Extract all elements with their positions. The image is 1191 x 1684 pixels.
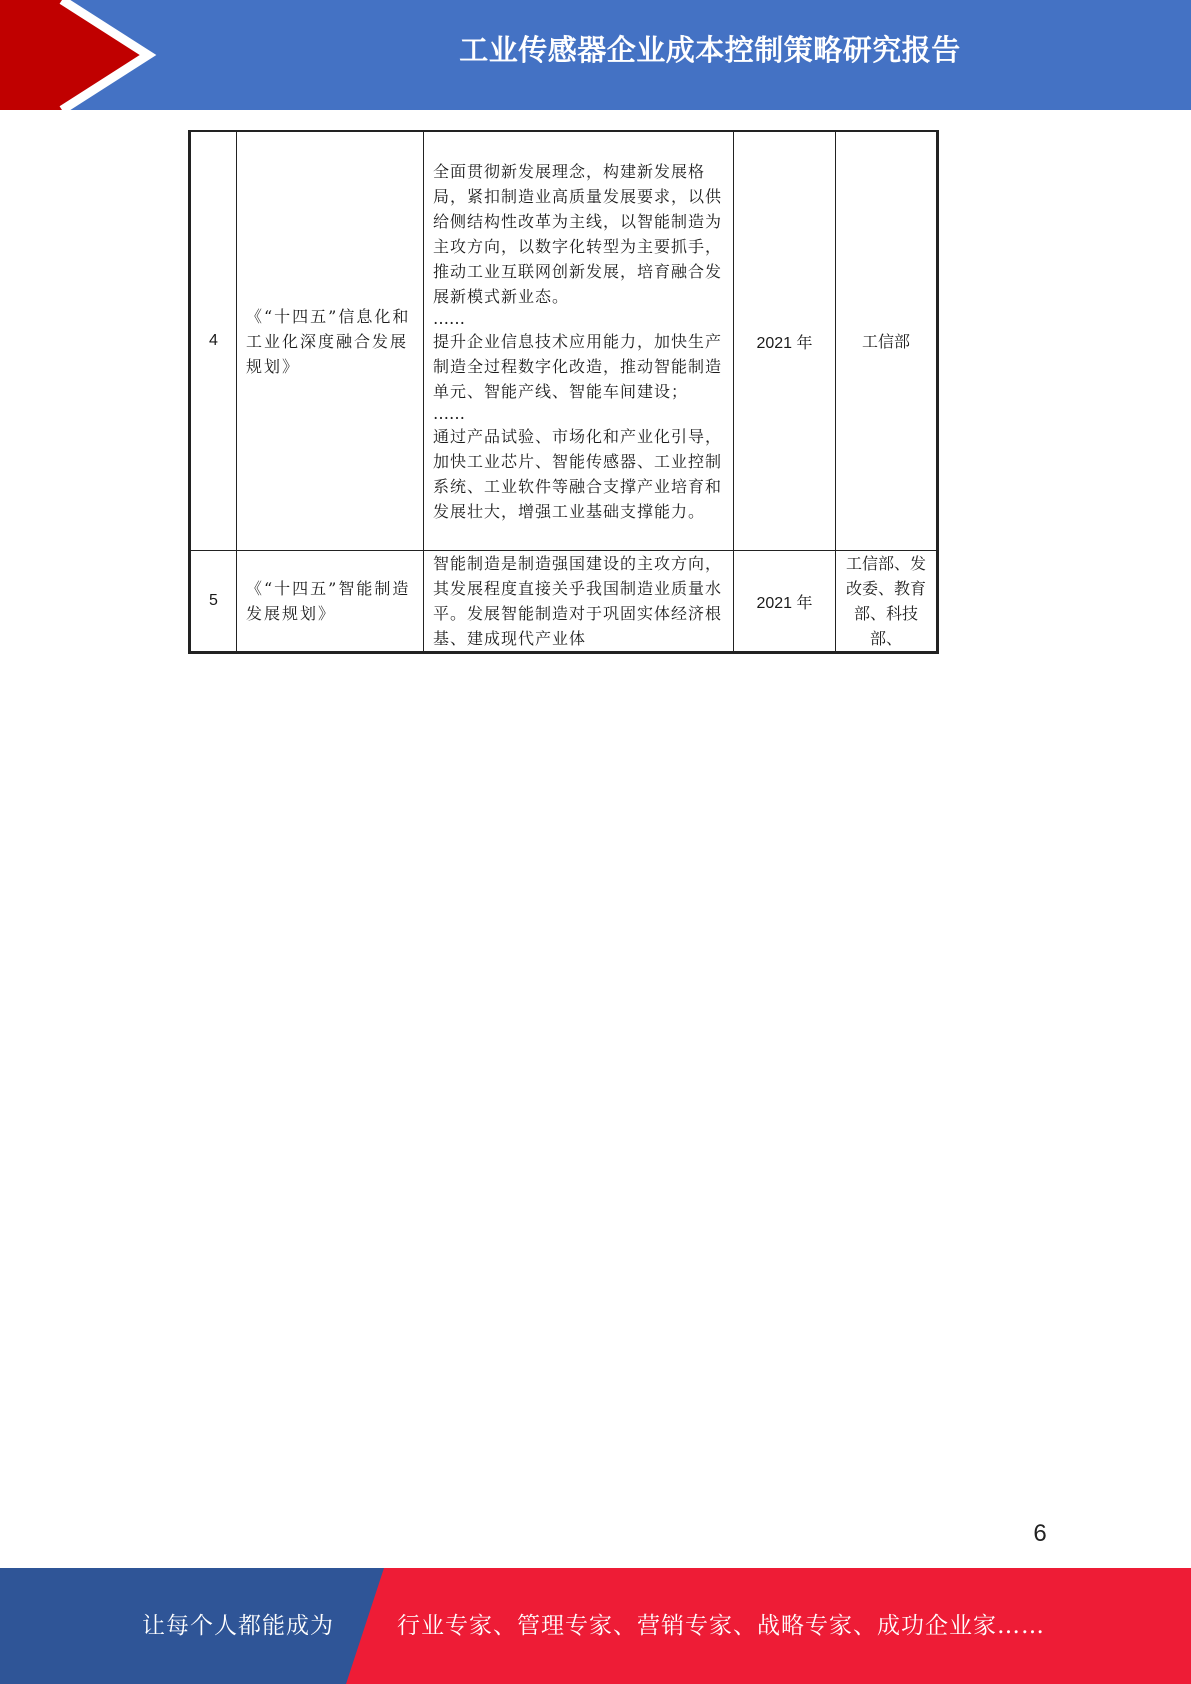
policy-content: 智能制造是制造强国建设的主攻方向，其发展程度直接关乎我国制造业质量水平。发展智能制造对于巩固实体经济根基、建成现代产业体 [424, 551, 734, 653]
page-footer [0, 1568, 1191, 1684]
row-number: 4 [190, 131, 237, 551]
content-paragraph: 提升企业信息技术应用能力，加快生产制造全过程数字化改造，推动智能制造单元、智能产线、智能车间建设； [433, 331, 723, 401]
footer-slogan-right: 行业专家、管理专家、营销专家、战略专家、成功企业家…… [397, 1613, 1045, 1639]
content-ellipsis: …… [433, 308, 465, 328]
header-arrow-decoration [0, 0, 160, 110]
issuing-department: 工信部、发改委、教育部、科技部、 [836, 551, 938, 653]
release-year: 2021 年 [734, 131, 836, 551]
row-number: 5 [190, 551, 237, 653]
report-title: 工业传感器企业成本控制策略研究报告 [459, 33, 961, 67]
content-paragraph: 全面贯彻新发展理念，构建新发展格局，紧扣制造业高质量发展要求，以供给侧结构性改革为主线，以智能制造为主攻方向，以数字化转型为主要抓手，推动工业互联网创新发展，培育融合发展新模式新业态。 [433, 161, 723, 306]
content-ellipsis: …… [433, 403, 465, 423]
release-year: 2021 年 [734, 551, 836, 653]
policy-name: 《“十四五”信息化和工业化深度融合发展规划》 [237, 131, 424, 551]
page-header [0, 0, 1191, 110]
issuing-department: 工信部 [836, 131, 938, 551]
table-row [190, 131, 938, 551]
policy-table [188, 130, 939, 654]
footer-slogan-left: 让每个人都能成为 [142, 1613, 334, 1639]
policy-content [424, 131, 734, 551]
content-paragraph: 通过产品试验、市场化和产业化引导，加快工业芯片、智能传感器、工业控制系统、工业软件等融合支撑产业培育和发展壮大，增强工业基础支撑能力。 [433, 426, 723, 521]
page-number: 6 [1033, 1520, 1047, 1547]
policy-name: 《“十四五”智能制造发展规划》 [237, 551, 424, 653]
table-row [190, 551, 938, 653]
